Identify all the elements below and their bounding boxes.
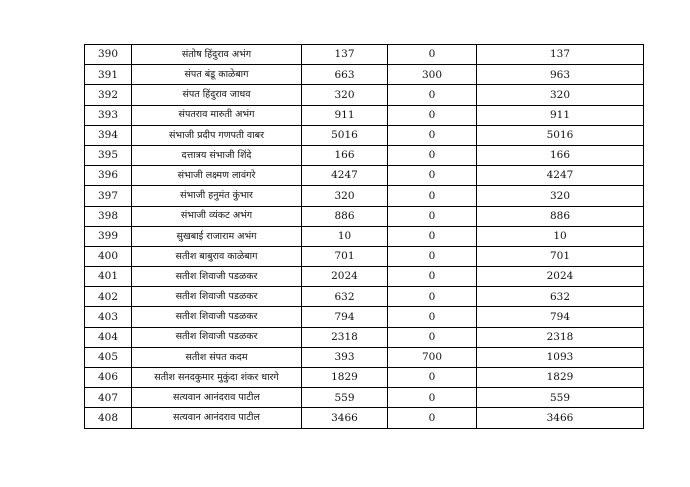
total-cell: 2024 — [477, 267, 644, 287]
amount-cell: 701 — [302, 246, 388, 266]
table-row — [85, 388, 644, 408]
table-row — [85, 408, 644, 428]
amount-cell: 2318 — [302, 327, 388, 347]
table-row — [85, 347, 644, 367]
serial-number-cell: 408 — [85, 408, 132, 428]
serial-number-cell: 407 — [85, 388, 132, 408]
total-cell: 166 — [477, 145, 644, 165]
additional-amount-cell: 0 — [388, 307, 477, 327]
additional-amount-cell: 0 — [388, 287, 477, 307]
name-cell: संभाजी व्यंकट अभंग — [132, 206, 302, 226]
table-row — [85, 105, 644, 125]
amount-cell: 663 — [302, 65, 388, 85]
total-cell: 911 — [477, 105, 644, 125]
total-cell: 886 — [477, 206, 644, 226]
table-row — [85, 307, 644, 327]
serial-number-cell: 398 — [85, 206, 132, 226]
serial-number-cell: 403 — [85, 307, 132, 327]
name-cell: संपत हिंदुराव जाधव — [132, 85, 302, 105]
amount-cell: 10 — [302, 226, 388, 246]
name-cell: संपतराव मारुती अभंग — [132, 105, 302, 125]
name-cell: सतीश सनदकुमार मुकुंदा शंकर धारगे — [132, 368, 302, 388]
table-row — [85, 226, 644, 246]
amount-cell: 794 — [302, 307, 388, 327]
additional-amount-cell: 300 — [388, 65, 477, 85]
document-page — [84, 44, 644, 429]
amount-cell: 2024 — [302, 267, 388, 287]
additional-amount-cell: 0 — [388, 226, 477, 246]
serial-number-cell: 397 — [85, 186, 132, 206]
total-cell: 559 — [477, 388, 644, 408]
name-cell: सतीश शिवाजी पडळकर — [132, 307, 302, 327]
name-cell: संभाजी प्रदीप गणपती वाबर — [132, 125, 302, 145]
additional-amount-cell: 0 — [388, 145, 477, 165]
additional-amount-cell: 0 — [388, 408, 477, 428]
total-cell: 963 — [477, 65, 644, 85]
amount-cell: 632 — [302, 287, 388, 307]
table-row — [85, 65, 644, 85]
additional-amount-cell: 0 — [388, 388, 477, 408]
serial-number-cell: 390 — [85, 45, 132, 65]
amount-cell: 4247 — [302, 166, 388, 186]
total-cell: 1829 — [477, 368, 644, 388]
amount-cell: 393 — [302, 347, 388, 367]
name-cell: सुखबाई राजाराम अभंग — [132, 226, 302, 246]
records-table — [84, 44, 644, 429]
total-cell: 10 — [477, 226, 644, 246]
additional-amount-cell: 0 — [388, 267, 477, 287]
total-cell: 2318 — [477, 327, 644, 347]
additional-amount-cell: 0 — [388, 105, 477, 125]
name-cell: सतीश संपत कदम — [132, 347, 302, 367]
additional-amount-cell: 0 — [388, 166, 477, 186]
serial-number-cell: 399 — [85, 226, 132, 246]
serial-number-cell: 393 — [85, 105, 132, 125]
table-row — [85, 368, 644, 388]
additional-amount-cell: 0 — [388, 368, 477, 388]
serial-number-cell: 395 — [85, 145, 132, 165]
additional-amount-cell: 0 — [388, 327, 477, 347]
additional-amount-cell: 0 — [388, 125, 477, 145]
serial-number-cell: 406 — [85, 368, 132, 388]
table-row — [85, 246, 644, 266]
serial-number-cell: 402 — [85, 287, 132, 307]
total-cell: 4247 — [477, 166, 644, 186]
total-cell: 137 — [477, 45, 644, 65]
additional-amount-cell: 0 — [388, 246, 477, 266]
table-row — [85, 125, 644, 145]
name-cell: सतीश शिवाजी पडळकर — [132, 287, 302, 307]
name-cell: सत्यवान आनंदराव पाटील — [132, 408, 302, 428]
name-cell: सतीश बाबुराव काळेबाग — [132, 246, 302, 266]
total-cell: 320 — [477, 186, 644, 206]
table-row — [85, 85, 644, 105]
table-row — [85, 145, 644, 165]
total-cell: 632 — [477, 287, 644, 307]
amount-cell: 559 — [302, 388, 388, 408]
table-row — [85, 327, 644, 347]
serial-number-cell: 400 — [85, 246, 132, 266]
total-cell: 3466 — [477, 408, 644, 428]
additional-amount-cell: 700 — [388, 347, 477, 367]
amount-cell: 3466 — [302, 408, 388, 428]
name-cell: संभाजी हनुमंत कुंभार — [132, 186, 302, 206]
total-cell: 1093 — [477, 347, 644, 367]
name-cell: दत्तात्रय संभाजी शिंदे — [132, 145, 302, 165]
name-cell: संभाजी लक्ष्मण लावंगरे — [132, 166, 302, 186]
amount-cell: 5016 — [302, 125, 388, 145]
table-row — [85, 267, 644, 287]
serial-number-cell: 404 — [85, 327, 132, 347]
amount-cell: 166 — [302, 145, 388, 165]
serial-number-cell: 401 — [85, 267, 132, 287]
total-cell: 5016 — [477, 125, 644, 145]
additional-amount-cell: 0 — [388, 45, 477, 65]
table-row — [85, 166, 644, 186]
total-cell: 794 — [477, 307, 644, 327]
name-cell: सतीश शिवाजी पडळकर — [132, 267, 302, 287]
name-cell: सतीश शिवाजी पडळकर — [132, 327, 302, 347]
name-cell: संतोष हिंदुराव अभंग — [132, 45, 302, 65]
name-cell: संपत बंडू काळेबाग — [132, 65, 302, 85]
additional-amount-cell: 0 — [388, 186, 477, 206]
serial-number-cell: 391 — [85, 65, 132, 85]
serial-number-cell: 392 — [85, 85, 132, 105]
total-cell: 701 — [477, 246, 644, 266]
amount-cell: 320 — [302, 85, 388, 105]
table-row — [85, 186, 644, 206]
amount-cell: 911 — [302, 105, 388, 125]
table-row — [85, 45, 644, 65]
serial-number-cell: 396 — [85, 166, 132, 186]
table-row — [85, 206, 644, 226]
amount-cell: 320 — [302, 186, 388, 206]
name-cell: सत्यवान आनंदराव पाटील — [132, 388, 302, 408]
table-body — [85, 45, 644, 429]
serial-number-cell: 405 — [85, 347, 132, 367]
amount-cell: 886 — [302, 206, 388, 226]
additional-amount-cell: 0 — [388, 85, 477, 105]
amount-cell: 1829 — [302, 368, 388, 388]
total-cell: 320 — [477, 85, 644, 105]
serial-number-cell: 394 — [85, 125, 132, 145]
amount-cell: 137 — [302, 45, 388, 65]
table-row — [85, 287, 644, 307]
additional-amount-cell: 0 — [388, 206, 477, 226]
